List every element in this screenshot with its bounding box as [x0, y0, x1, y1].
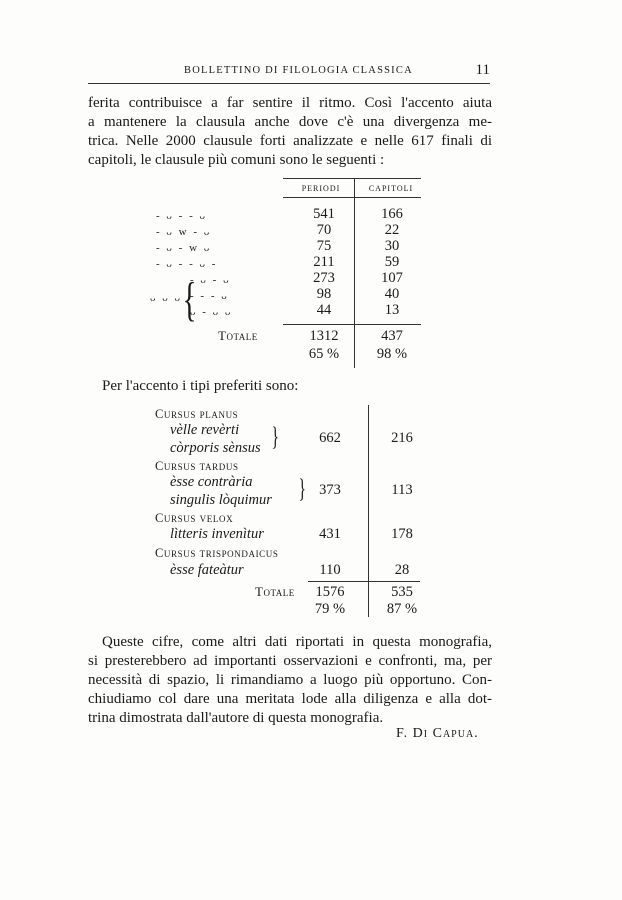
total-label: Totale [255, 584, 295, 599]
pct-periodi: 65 % [308, 346, 340, 362]
table1-total-rule [283, 324, 421, 325]
capitoli-value: 107 [381, 270, 403, 286]
periodi-value: 70 [316, 222, 332, 238]
table1-header-rule [283, 197, 421, 198]
meter-pattern: - ᴗ - ᴗ [190, 274, 231, 286]
intro-line: a mantenere la clausula anche dove c'è una divergenza me- [88, 114, 492, 130]
capitoli-value: 216 [391, 430, 413, 446]
meter-pattern: - ᴗ - - ᴗ - [156, 258, 218, 270]
capitoli-value: 28 [394, 562, 410, 578]
meter-pattern: - ᴗ - - ᴗ [156, 210, 207, 222]
cursus-name: Cursus planus [155, 407, 239, 421]
capitoli-value: 40 [384, 286, 400, 302]
periodi-value: 431 [319, 526, 341, 542]
cursus-name: Cursus trispondaicus [155, 546, 279, 560]
capitoli-value: 178 [391, 526, 413, 542]
meter-pattern: - ᴗ - ᴡ ᴗ [156, 242, 212, 254]
intro-line: trica. Nelle 2000 clausule forti analizzate e nelle 617 finali di [88, 133, 492, 149]
meter-pattern: - - - ᴗ [190, 290, 229, 302]
table1-divider [354, 178, 355, 368]
page-number: 11 [475, 62, 490, 78]
periodi-value: 211 [313, 254, 335, 270]
periodi-value: 110 [319, 562, 341, 578]
cursus-example: lìtteris invenìtur [170, 526, 264, 542]
col-header-capitoli: CAPITOLI [368, 184, 414, 193]
cursus-example: èsse fateàtur [170, 562, 244, 578]
running-header [88, 62, 490, 84]
meter-pattern: ᴗ - ᴗ ᴗ [190, 306, 233, 318]
total-capitoli: 437 [381, 328, 403, 344]
periodi-value: 98 [316, 286, 332, 302]
capitoli-value: 30 [384, 238, 400, 254]
cursus-name: Cursus tardus [155, 459, 239, 473]
cursus-example: singulis lòquimur [170, 492, 272, 508]
table1-top-rule [283, 178, 421, 179]
periodi-value: 541 [313, 206, 335, 222]
col-header-periodi: PERIODI [301, 184, 341, 193]
cursus-name: Cursus velox [155, 511, 234, 525]
signature: F. Di Capua. [396, 726, 479, 741]
pct-capitoli: 98 % [376, 346, 408, 362]
capitoli-value: 13 [384, 302, 400, 318]
total-periodi: 1312 [309, 328, 339, 344]
periodi-value: 44 [316, 302, 332, 318]
cursus-example: èsse contrària [170, 474, 253, 490]
pct-periodi: 79 % [314, 601, 346, 617]
meter-pattern: - ᴗ ᴡ - ᴗ [156, 226, 212, 238]
periodi-value: 373 [319, 482, 341, 498]
intro-line: capitoli, le clausule più comuni sono le seguenti : [88, 152, 385, 168]
closing-line: si presterebbero ad importanti osservazioni e confronti, ma, per [88, 653, 492, 669]
brace-icon: } [271, 422, 279, 451]
capitoli-value: 113 [391, 482, 413, 498]
total-periodi: 1576 [315, 584, 345, 600]
capitoli-value: 59 [384, 254, 400, 270]
accent-intro: Per l'accento i tipi preferiti sono: [102, 378, 299, 394]
brace-icon: { [182, 273, 197, 326]
closing-line: chiudiamo col dare una meritata lode alla diligenza e alla dot- [88, 691, 492, 707]
periodi-value: 662 [319, 430, 341, 446]
periodi-value: 273 [313, 270, 335, 286]
cursus-example: vèlle revèrti [170, 422, 240, 438]
total-label: Totale [218, 328, 258, 343]
bracket-prefix: ᴗ ᴗ ᴗ [150, 292, 182, 304]
closing-line: Queste cifre, come altri dati riportati in questa monografia, [102, 634, 492, 650]
pct-capitoli: 87 % [386, 601, 418, 617]
brace-icon: } [298, 474, 306, 503]
table2-divider [368, 405, 369, 617]
capitoli-value: 166 [381, 206, 403, 222]
intro-line: ferita contribuisce a far sentire il ritmo. Così l'accento aiuta [88, 95, 492, 111]
total-capitoli: 535 [391, 584, 413, 600]
closing-line: necessità di spazio, li rimandiamo a luogo più opportuno. Con- [88, 672, 492, 688]
closing-line: trina dimostrata dall'autore di questa monografia. [88, 710, 384, 726]
table2-total-rule [308, 581, 420, 582]
capitoli-value: 22 [384, 222, 400, 238]
periodi-value: 75 [316, 238, 332, 254]
journal-title: BOLLETTINO DI FILOLOGIA CLASSICA [184, 65, 413, 76]
cursus-example: còrporis sènsus [170, 440, 261, 456]
header-rule [88, 83, 490, 84]
